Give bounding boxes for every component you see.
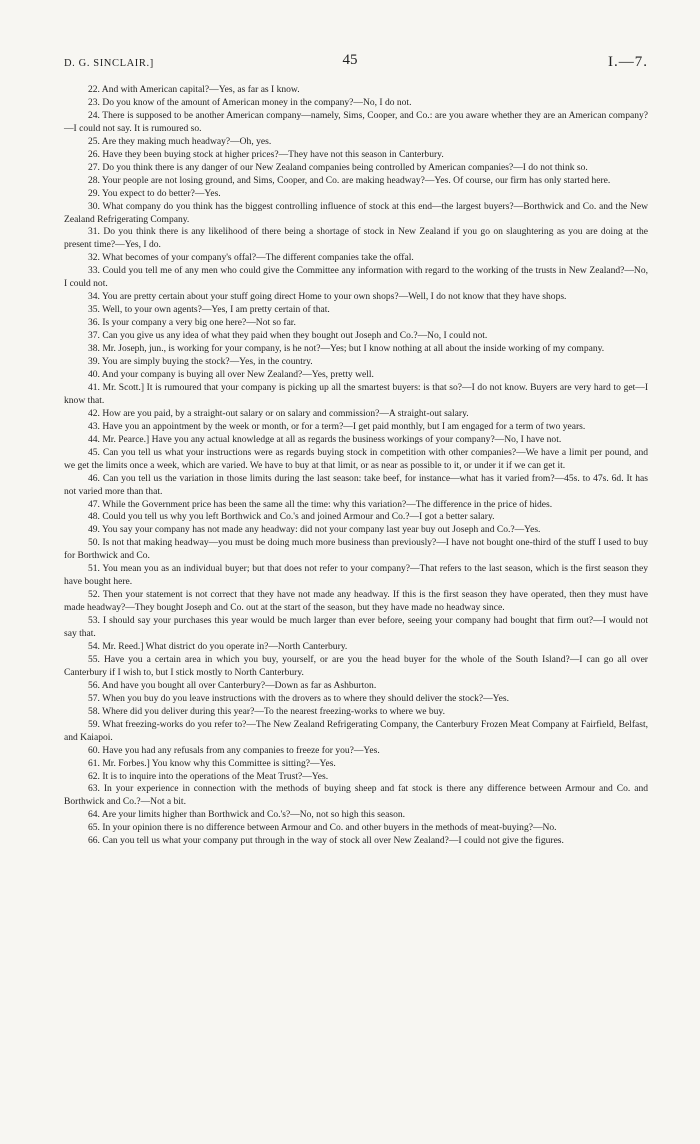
question-paragraph: 39. You are simply buying the stock?—Yes, in the country.: [88, 356, 313, 368]
question-paragraph: 50. Is not that making headway—you must be doing much more business than previously?—I have not bought one-third of the stuff I used to buy for Borthwick and Co.: [64, 537, 648, 562]
page-number: 45: [342, 52, 358, 68]
question-paragraph: 33. Could you tell me of any men who could give the Committee any information with regard to the working of the trusts in New Zealand?—No, I could not.: [64, 265, 648, 290]
question-paragraph: 52. Then your statement is not correct that they have not made any headway. If this is the first season they have operated, then they must have made headway?—They bought Joseph and Co. out at the start of the season, but they have made no headway since.: [64, 589, 648, 614]
question-paragraph: 55. Have you a certain area in which you buy, yourself, or are you the head buyer for the whole of the South Island?—I can go all over Canterbury if I wish to, but I stick mostly to North Canterbury.: [64, 653, 648, 678]
question-paragraph: 26. Have they been buying stock at higher prices?—They have not this season in Canterbury.: [88, 148, 444, 160]
question-paragraph: 64. Are your limits higher than Borthwick and Co.'s?—No, not so high this season.: [88, 809, 406, 821]
question-paragraph: 37. Can you give us any idea of what they paid when they bought out Joseph and Co.?—No, I could not.: [88, 330, 488, 342]
question-paragraph: 51. You mean you as an individual buyer; but that does not refer to your company?—That refers to the last season, which is the first season they have bought here.: [64, 563, 648, 588]
question-paragraph: 27. Do you think there is any danger of our New Zealand companies being controlled by American companies?—I do not think so.: [88, 161, 588, 173]
question-paragraph: 38. Mr. Joseph, jun., is working for your company, is he not?—Yes; but I know nothing at all about the inside working of my company.: [88, 343, 605, 355]
question-paragraph: 42. How are you paid, by a straight-out salary or on salary and commission?—A straight-out salary.: [88, 407, 469, 419]
question-paragraph: 61. Mr. Forbes.] You know why this Committee is sitting?—Yes.: [88, 757, 336, 769]
question-paragraph: 32. What becomes of your company's offal?—The different companies take the offal.: [88, 252, 414, 264]
question-paragraph: 25. Are they making much headway?—Oh, yes.: [88, 135, 272, 147]
question-paragraph: 43. Have you an appointment by the week or month, or for a term?—I get paid monthly, but I am engaged for a term of two years.: [88, 420, 586, 432]
question-paragraph: 65. In your opinion there is no difference between Armour and Co. and other buyers in the methods of meat-buying?—No.: [88, 822, 557, 834]
question-paragraph: 41. Mr. Scott.] It is rumoured that your company is picking up all the smartest buyers: is that so?—I do not know. Buyers are very hard to get—I know that.: [64, 381, 648, 406]
question-paragraph: 36. Is your company a very big one here?—Not so far.: [88, 317, 296, 329]
witness-header: D. G. SINCLAIR.]: [64, 58, 154, 69]
question-paragraph: 40. And your company is buying all over New Zealand?—Yes, pretty well.: [88, 368, 374, 380]
question-paragraph: 57. When you buy do you leave instructions with the drovers as to where they should deliver the stock?—Yes.: [88, 692, 509, 704]
question-paragraph: 34. You are pretty certain about your stuff going direct Home to your own shops?—Well, I do not know that they have shops.: [88, 291, 567, 303]
question-paragraph: 23. Do you know of the amount of American money in the company?—No, I do not.: [88, 96, 412, 108]
question-paragraph: 22. And with American capital?—Yes, as far as I know.: [88, 84, 300, 95]
question-paragraph: 29. You expect to do better?—Yes.: [88, 187, 221, 199]
question-paragraph: 31. Do you think there is any likelihood of there being a shortage of stock in New Zealand if you go on slaughtering as you are doing at the present time?—Yes, I do.: [64, 226, 648, 251]
question-paragraph: 49. You say your company has not made any headway: did not your company last year buy out Joseph and Co.?—Yes.: [88, 524, 541, 536]
question-paragraph: 60. Have you had any refusals from any companies to freeze for you?—Yes.: [88, 744, 380, 756]
question-paragraph: 44. Mr. Pearce.] Have you any actual knowledge at all as regards the business workings of your company?—No, I have not.: [88, 433, 562, 445]
evidence-text: [64, 84, 648, 848]
question-paragraph: 62. It is to inquire into the operations of the Meat Trust?—Yes.: [88, 770, 329, 782]
question-paragraph: 45. Can you tell us what your instructions were as regards buying stock in competition with other companies?—We have a limit per pound, and we get the limits once a week, which are varied. We have to buy at that limit, or as near as possible to it, or under it if we can get it.: [64, 446, 648, 471]
question-paragraph: 30. What company do you think has the biggest controlling influence of stock at this end—the largest buyers?—Borthwick and Co. and the New Zealand Refrigerating Company.: [64, 200, 648, 225]
question-paragraph: 28. Your people are not losing ground, and Sims, Cooper, and Co. are making headway?—Yes. Of course, our firm has only started here.: [88, 174, 611, 186]
question-paragraph: 35. Well, to your own agents?—Yes, I am pretty certain of that.: [88, 304, 330, 316]
question-paragraph: 56. And have you bought all over Canterbury?—Down as far as Ashburton.: [88, 679, 377, 691]
question-paragraph: 58. Where did you deliver during this year?—To the nearest freezing-works to where we buy.: [88, 705, 445, 717]
question-paragraph: 48. Could you tell us why you left Borthwick and Co.'s and joined Armour and Co.?—I got a better salary.: [88, 511, 495, 523]
question-paragraph: 24. There is supposed to be another American company—namely, Sims, Cooper, and Co.: are you aware whether they are an American company?—I could not say. It is rumoured so.: [64, 109, 648, 134]
question-paragraph: 54. Mr. Reed.] What district do you operate in?—North Canterbury.: [88, 640, 348, 652]
question-paragraph: 63. In your experience in connection with the methods of buying sheep and fat stock is there any difference between Armour and Co. and Borthwick and Co.?—Not a bit.: [64, 783, 648, 808]
paper-reference: I.—7.: [608, 54, 648, 70]
question-paragraph: 46. Can you tell us the variation in those limits during the last season: take beef, for instance—what has it varied from?—45s. to 47s. 6d. It has not varied more than that.: [64, 472, 648, 497]
question-paragraph: 53. I should say your purchases this year would be much larger than ever before, seeing your company had bought that firm out?—I would not say that.: [64, 615, 648, 640]
question-paragraph: 66. Can you tell us what your company put through in the way of stock all over New Zealand?—I could not give the figures.: [88, 835, 564, 847]
question-paragraph: 59. What freezing-works do you refer to?—The New Zealand Refrigerating Company, the Canterbury Frozen Meat Company at Fairfield, Belfast, and Kaiapoi.: [64, 718, 648, 743]
question-paragraph: 47. While the Government price has been the same all the time: why this variation?—The difference in the price of hides.: [88, 498, 553, 510]
